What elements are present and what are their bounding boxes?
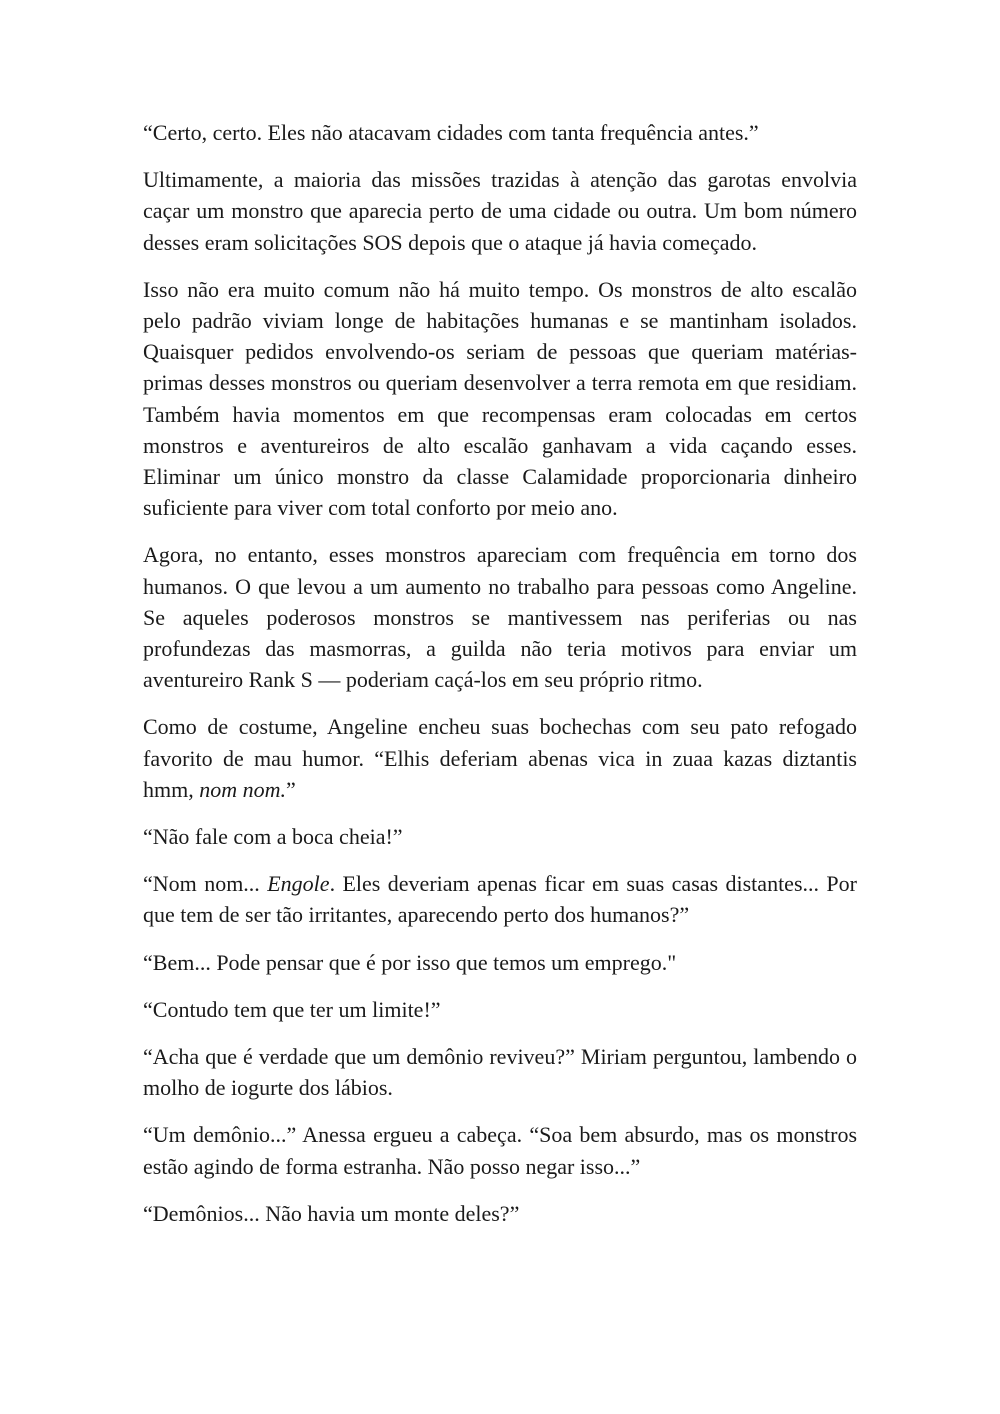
paragraph-7 — [143, 868, 857, 930]
paragraph-10-text: “Acha que é verdade que um demônio reviveu?” Miriam perguntou, lambendo o molho de iogurte dos lábios. — [143, 1044, 857, 1101]
paragraph-4-text: Agora, no entanto, esses monstros apareciam com frequência em torno dos humanos. O que levou a um aumento no trabalho para pessoas como Angeline. Se aqueles poderosos monstros se mantivessem nas periferias ou nas profundezas das masmorras, a guilda não teria motivos para enviar um aventureiro Rank S — poderiam caçá-los em seu próprio ritmo. — [143, 542, 857, 693]
paragraph-12-text: “Demônios... Não havia um monte deles?” — [143, 1200, 520, 1226]
paragraph-6 — [143, 821, 857, 852]
paragraph-2-text: Ultimamente, a maioria das missões trazidas à atenção das garotas envolvia caçar um monstro que aparecia perto de uma cidade ou outra. Um bom número desses eram solicitações SOS depois que o ataque já havia começado. — [143, 167, 857, 255]
paragraph-5-text: Como de costume, Angeline encheu suas bochechas com seu pato refogado favorito de mau humor. “Elhis deferiam abenas vica in zuaa kazas diztantis hmm, — [143, 714, 857, 802]
paragraph-4 — [143, 539, 857, 695]
paragraph-8-text: “Bem... Pode pensar que é por isso que temos um emprego." — [143, 949, 677, 975]
paragraph-6-text: “Não fale com a boca cheia!” — [143, 824, 403, 850]
paragraph-5-italic: nom nom. — [199, 776, 287, 802]
paragraph-5-text-end: ” — [286, 776, 296, 802]
paragraph-7-italic: Engole — [267, 871, 330, 897]
paragraph-3-text: Isso não era muito comum não há muito tempo. Os monstros de alto escalão pelo padrão viviam longe de habitações humanas e se mantinham isolados. Quaisquer pedidos envolvendo-os seriam de pessoas que queriam matérias-primas desses monstros ou queriam desenvolver a terra remota em que residiam. Também havia momentos em que recompensas eram colocadas em certos monstros e aventureiros de alto escalão ganhavam a vida caçando esses. Eliminar um único monstro da classe Calamidade proporcionaria dinheiro suficiente para viver com total conforto por meio ano. — [143, 276, 857, 521]
paragraph-9-text: “Contudo tem que ter um limite!” — [143, 996, 441, 1022]
paragraph-7-text-end: . Eles deveriam apenas ficar em suas casas distantes... Por que tem de ser tão irritantes, aparecendo perto dos humanos?” — [143, 871, 857, 928]
paragraph-8 — [143, 947, 857, 978]
paragraph-10 — [143, 1041, 857, 1103]
paragraph-2 — [143, 164, 857, 258]
paragraph-12 — [143, 1198, 857, 1229]
paragraph-5 — [143, 711, 857, 805]
paragraph-11 — [143, 1119, 857, 1181]
paragraph-11-text: “Um demônio...” Anessa ergueu a cabeça. “Soa bem absurdo, mas os monstros estão agindo de forma estranha. Não posso negar isso...” — [143, 1122, 857, 1179]
document-page — [143, 117, 857, 1245]
paragraph-9 — [143, 994, 857, 1025]
paragraph-1-text: “Certo, certo. Eles não atacavam cidades com tanta frequência antes.” — [143, 120, 759, 145]
paragraph-3 — [143, 274, 857, 524]
paragraph-1 — [143, 117, 857, 148]
paragraph-7-text: “Nom nom... — [143, 871, 268, 897]
